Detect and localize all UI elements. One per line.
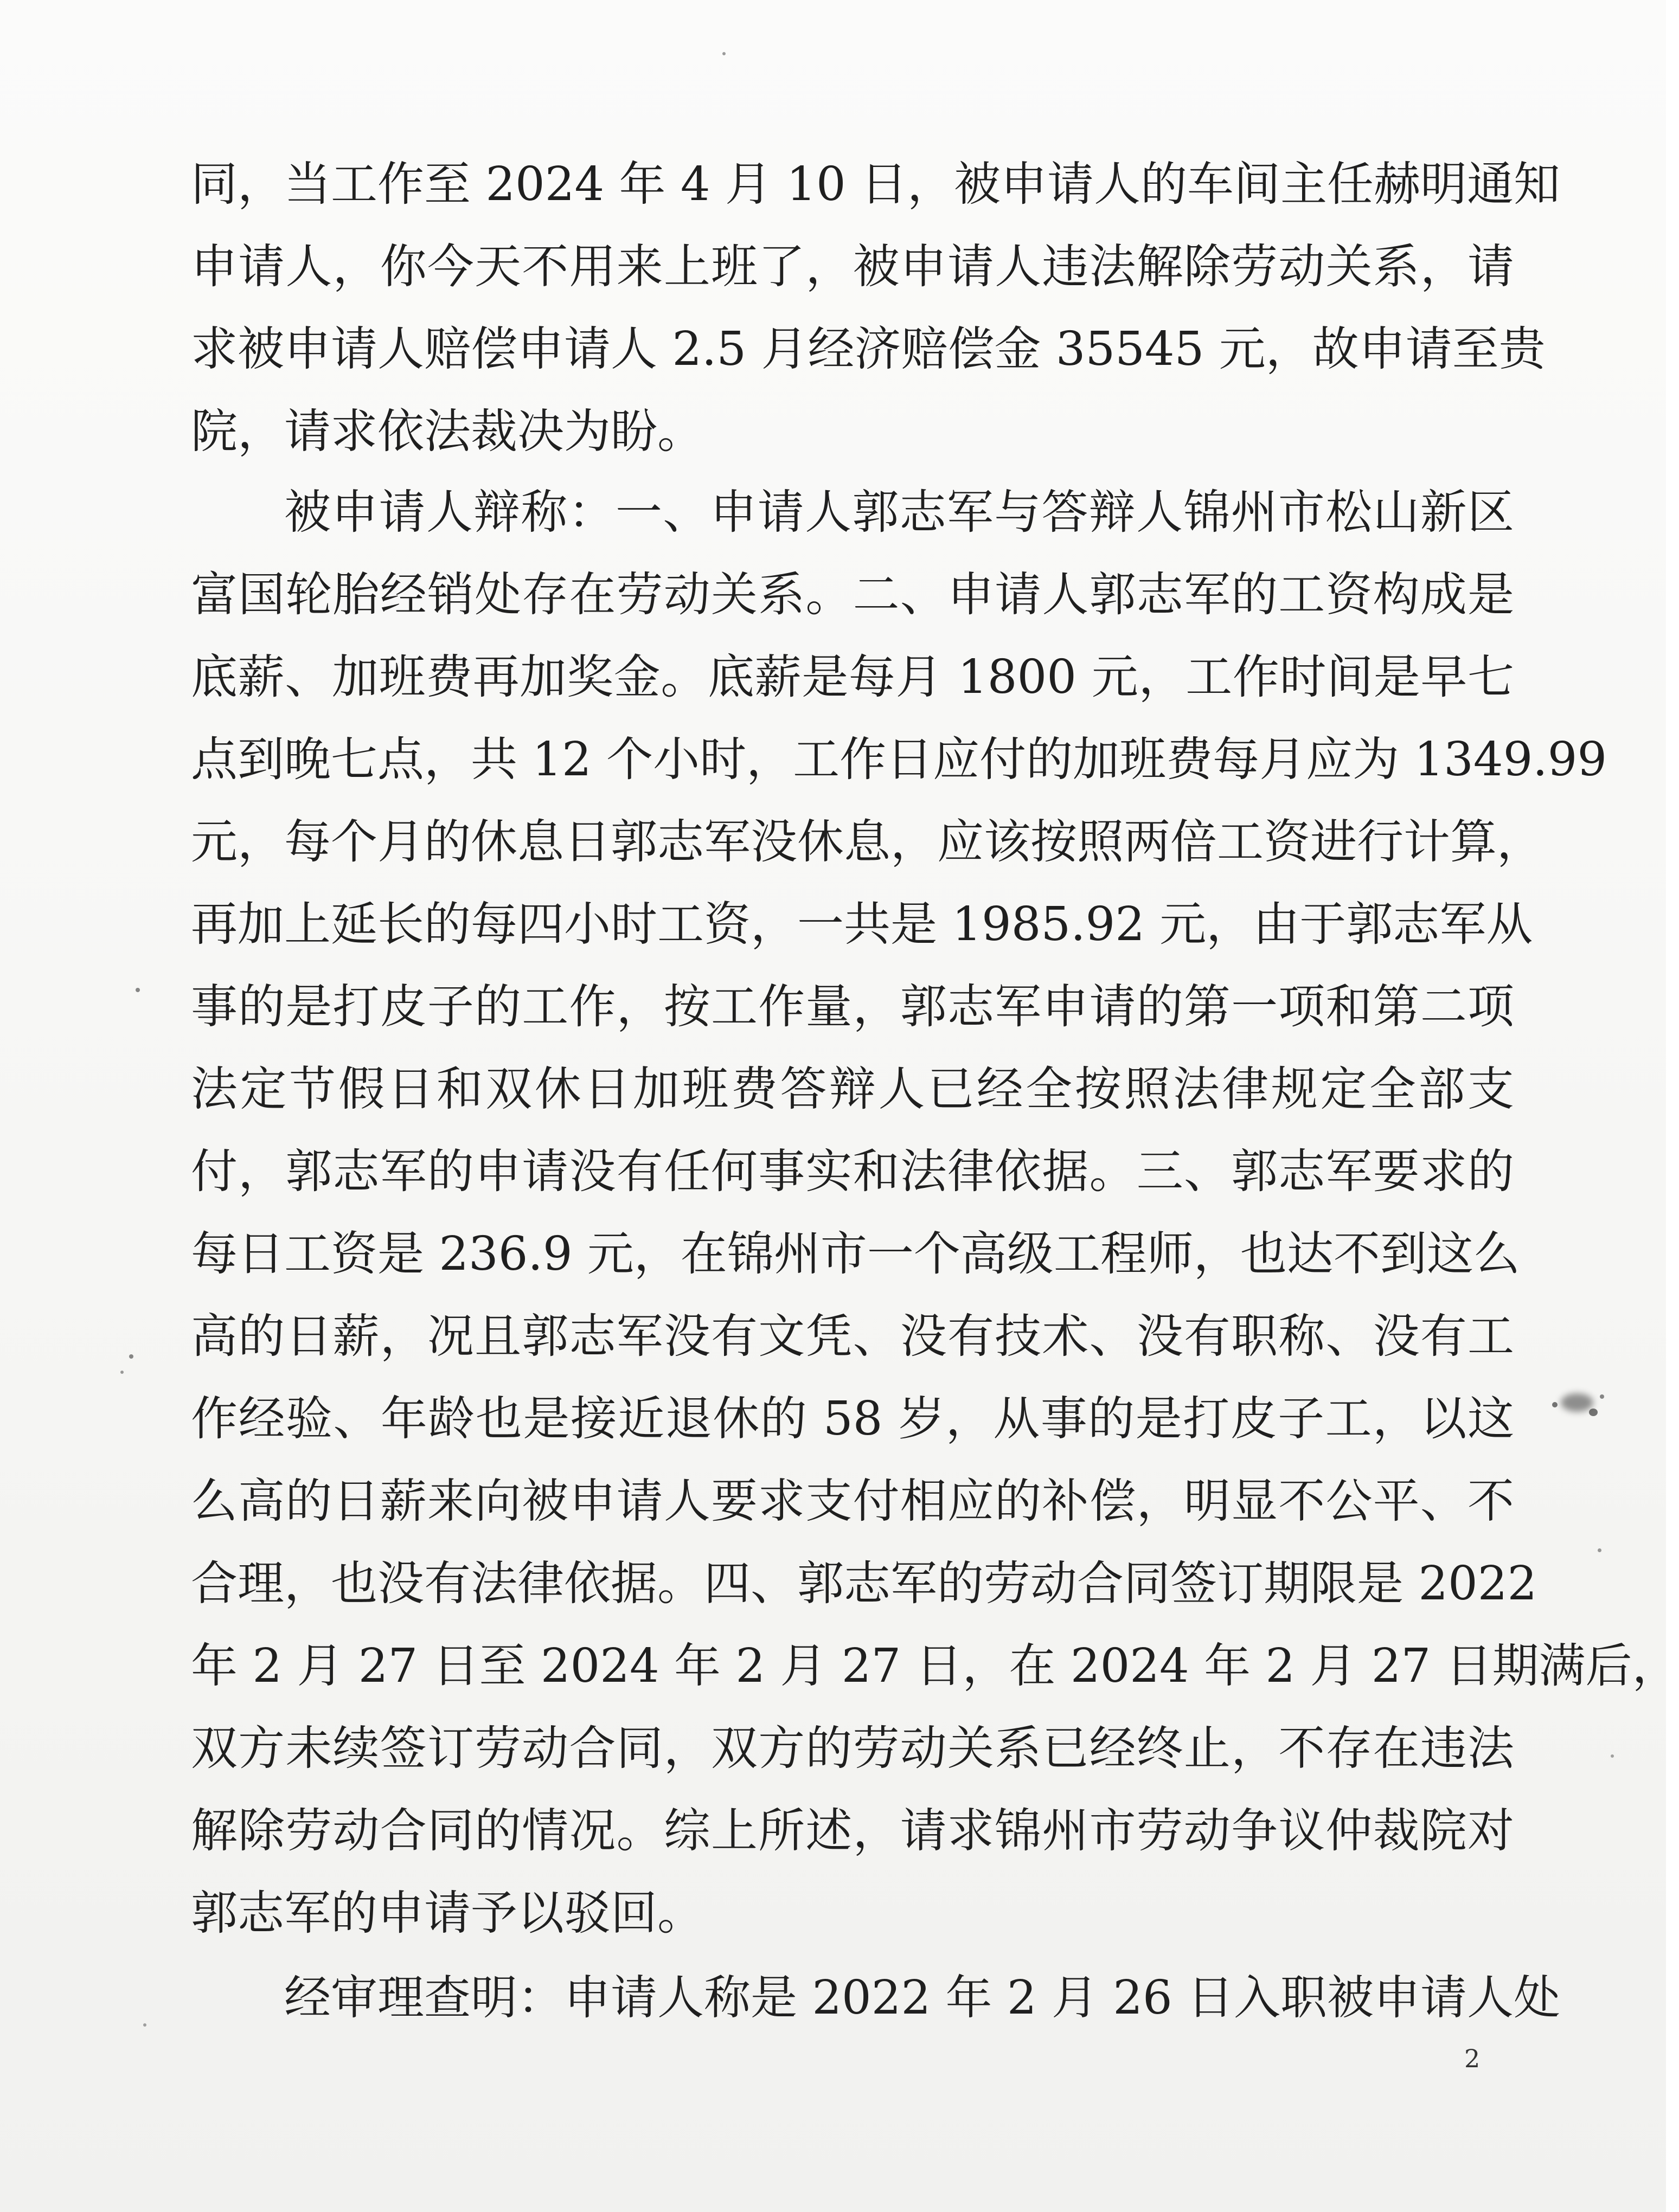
text-line: 作经验、年龄也是接近退休的 58 岁，从事的是打皮子工，以这 bbox=[191, 1392, 1514, 1446]
text-line: 富国轮胎经销处存在劳动关系。二、申请人郭志军的工资构成是 bbox=[191, 568, 1514, 622]
paragraph-start-line: 被申请人辩称：一、申请人郭志军与答辩人锦州市松山新区 bbox=[284, 485, 1514, 539]
scan-speck bbox=[1561, 1393, 1593, 1412]
scan-speck bbox=[120, 1371, 124, 1374]
text-line: 申请人，你今天不用来上班了，被申请人违法解除劳动关系，请 bbox=[191, 240, 1514, 294]
text-line: 双方未续签订劳动合同，双方的劳动关系已经终止，不存在违法 bbox=[191, 1721, 1514, 1776]
text-line: 同，当工作至 2024 年 4 月 10 日，被申请人的车间主任赫明通知 bbox=[191, 157, 1561, 211]
text-line: 合理，也没有法律依据。四、郭志军的劳动合同签订期限是 2022 bbox=[191, 1557, 1537, 1611]
text-line: 年 2 月 27 日至 2024 年 2 月 27 日，在 2024 年 2 月 27 日期满后， bbox=[191, 1639, 1679, 1693]
scan-speck bbox=[143, 2023, 146, 2027]
text-line: 底薪、加班费再加奖金。底薪是每月 1800 元，工作时间是早七 bbox=[191, 650, 1514, 704]
text-line: 再加上延长的每四小时工资，一共是 1985.92 元，由于郭志军从 bbox=[191, 897, 1533, 951]
text-line: 解除劳动合同的情况。综上所述，请求锦州市劳动争议仲裁院对 bbox=[191, 1804, 1514, 1858]
text-line: 事的是打皮子的工作，按工作量，郭志军申请的第一项和第二项 bbox=[191, 980, 1514, 1034]
page-number: 2 bbox=[1464, 2044, 1481, 2073]
scan-speck bbox=[722, 52, 726, 55]
text-line: 院，请求依法裁决为盼。 bbox=[191, 404, 704, 459]
scan-speck bbox=[1589, 1409, 1598, 1416]
scan-speck bbox=[1552, 1402, 1558, 1407]
text-line: 高的日薪，况且郭志军没有文凭、没有技术、没有职称、没有工 bbox=[191, 1309, 1514, 1364]
scan-speck bbox=[1598, 1548, 1601, 1552]
text-line: 法定节假日和双休日加班费答辩人已经全按照法律规定全部支 bbox=[191, 1062, 1514, 1116]
scan-speck bbox=[1600, 1394, 1604, 1399]
scan-speck bbox=[136, 988, 140, 992]
text-line: 郭志军的申请予以驳回。 bbox=[191, 1886, 704, 1940]
paragraph-start-line: 经审理查明：申请人称是 2022 年 2 月 26 日入职被申请人处 bbox=[284, 1971, 1561, 2025]
scan-speck bbox=[129, 1354, 133, 1359]
text-line: 点到晚七点，共 12 个小时，工作日应付的加班费每月应为 1349.99 bbox=[191, 732, 1607, 787]
text-line: 元，每个月的休息日郭志军没休息，应该按照两倍工资进行计算， bbox=[191, 815, 1543, 869]
text-line: 求被申请人赔偿申请人 2.5 月经济赔偿金 35545 元，故申请至贵 bbox=[191, 322, 1546, 376]
scan-speck bbox=[1611, 1754, 1614, 1758]
text-line: 付，郭志军的申请没有任何事实和法律依据。三、郭志军要求的 bbox=[191, 1144, 1514, 1199]
text-line: 么高的日薪来向被申请人要求支付相应的补偿，明显不公平、不 bbox=[191, 1474, 1514, 1528]
text-line: 每日工资是 236.9 元，在锦州市一个高级工程师，也达不到这么 bbox=[191, 1227, 1520, 1281]
